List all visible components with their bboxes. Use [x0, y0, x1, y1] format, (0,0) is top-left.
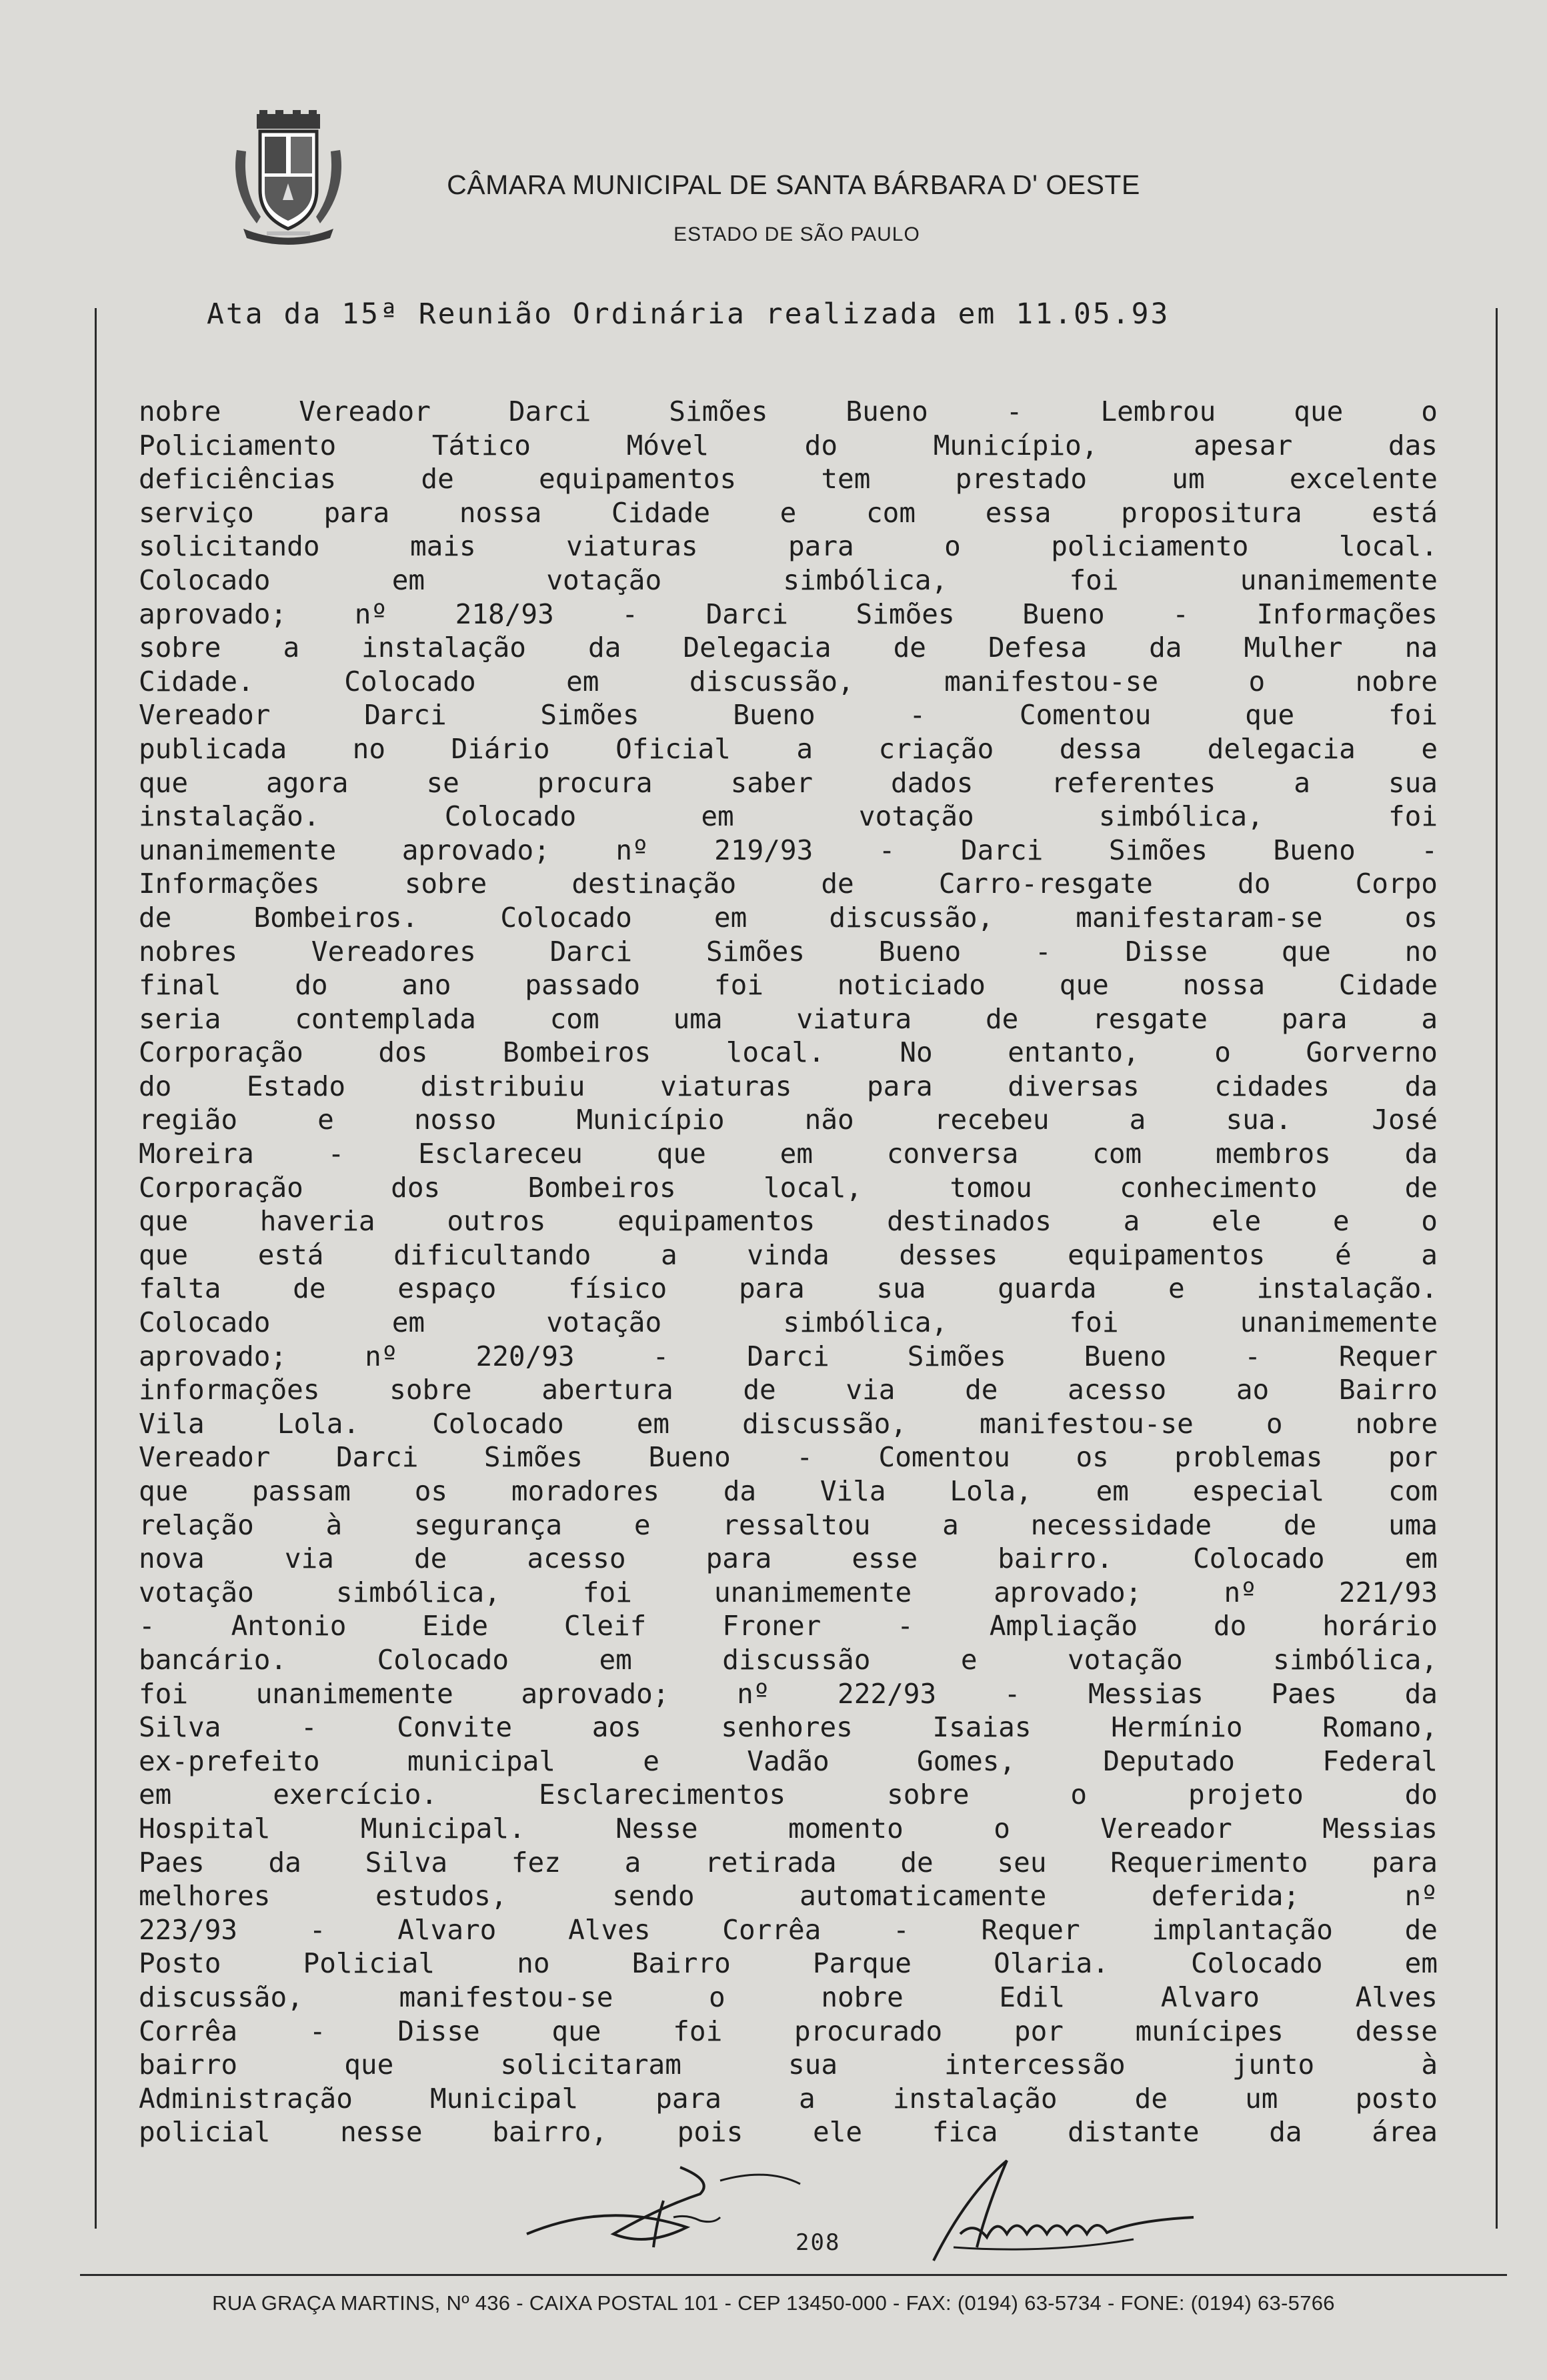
- minutes-line: nova via de acesso para esse bairro. Colocado em: [139, 1542, 1438, 1575]
- minutes-line: Paes da Silva fez a retirada de seu Requerimento para: [139, 1846, 1438, 1879]
- minutes-line: Administração Municipal para a instalação de um posto: [139, 2082, 1438, 2115]
- minutes-line: Corrêa - Disse que foi procurado por munícipes desse: [139, 2015, 1438, 2047]
- minutes-line: que agora se procura saber dados referentes a sua: [139, 766, 1438, 799]
- minutes-line: em exercício. Esclarecimentos sobre o projeto do: [139, 1778, 1438, 1811]
- minutes-line: bancário. Colocado em discussão e votação simbólica,: [139, 1643, 1438, 1676]
- minutes-line: - Antonio Eide Cleif Froner - Ampliação do horário: [139, 1610, 1438, 1642]
- minutes-body: [139, 395, 1438, 2149]
- chamber-name: CÂMARA MUNICIPAL DE SANTA BÁRBARA D' OESTE: [447, 169, 1140, 200]
- minutes-line: ex-prefeito municipal e Vadão Gomes, Deputado Federal: [139, 1744, 1438, 1777]
- minutes-line: seria contemplada com uma viatura de resgate para a: [139, 1002, 1438, 1035]
- footer-address: RUA GRAÇA MARTINS, Nº 436 - CAIXA POSTAL 101 - CEP 13450-000 - FAX: (0194) 63-5734 - FONE: (0194) 63-5766: [212, 2291, 1335, 2315]
- minutes-line: bairro que solicitaram sua intercessão junto à: [139, 2049, 1438, 2081]
- minutes-line: falta de espaço físico para sua guarda e instalação.: [139, 1272, 1438, 1305]
- minutes-line: Policiamento Tático Móvel do Município, apesar das: [139, 429, 1438, 461]
- minutes-line: melhores estudos, sendo automaticamente deferida; nº: [139, 1880, 1438, 1913]
- minutes-line: solicitando mais viaturas para o policiamento local.: [139, 530, 1438, 563]
- minutes-line: instalação. Colocado em votação simbólica, foi: [139, 800, 1438, 833]
- minutes-line: Vereador Darci Simões Bueno - Comentou os problemas por: [139, 1441, 1438, 1474]
- page-frame-left: [95, 308, 97, 2229]
- minutes-line: Silva - Convite aos senhores Isaias Hermínio Romano,: [139, 1711, 1438, 1744]
- minutes-line: relação à segurança e ressaltou a necessidade de uma: [139, 1508, 1438, 1541]
- page-frame-bottom: [80, 2274, 1507, 2276]
- minutes-line: de Bombeiros. Colocado em discussão, manifestaram-se os: [139, 901, 1438, 934]
- minutes-line: que está dificultando a vinda desses equipamentos é a: [139, 1238, 1438, 1271]
- minutes-line: Colocado em votação simbólica, foi unanimemente: [139, 1306, 1438, 1339]
- minutes-line: Posto Policial no Bairro Parque Olaria. Colocado em: [139, 1947, 1438, 1980]
- minutes-line: aprovado; nº 220/93 - Darci Simões Bueno - Requer: [139, 1340, 1438, 1372]
- signature-right: [914, 2154, 1227, 2267]
- state-name: ESTADO DE SÃO PAULO: [673, 223, 920, 245]
- minutes-line: nobre Vereador Darci Simões Bueno - Lembrou que o: [139, 395, 1438, 427]
- minutes-line: sobre a instalação da Delegacia de Defesa da Mulher na: [139, 632, 1438, 664]
- minutes-line: serviço para nossa Cidade e com essa propositura está: [139, 496, 1438, 529]
- minutes-line: aprovado; nº 218/93 - Darci Simões Bueno - Informações: [139, 598, 1438, 630]
- minutes-title: Ata da 15ª Reunião Ordinária realizada em 11.05.93: [207, 297, 1170, 331]
- minutes-line: discussão, manifestou-se o nobre Edil Alvaro Alves: [139, 1981, 1438, 2013]
- minutes-line: unanimemente aprovado; nº 219/93 - Darci Simões Bueno -: [139, 834, 1438, 866]
- minutes-line: final do ano passado foi noticiado que nossa Cidade: [139, 969, 1438, 1002]
- minutes-line: Hospital Municipal. Nesse momento o Vereador Messias: [139, 1812, 1438, 1845]
- page-frame-right: [1496, 308, 1498, 2229]
- minutes-line: Corporação dos Bombeiros local. No entanto, o Gorverno: [139, 1036, 1438, 1069]
- minutes-line: região e nosso Município não recebeu a sua. José: [139, 1104, 1438, 1136]
- minutes-line: policial nesse bairro, pois ele fica distante da área: [139, 2116, 1438, 2149]
- minutes-line: deficiências de equipamentos tem prestado um excelente: [139, 463, 1438, 495]
- minutes-line: 223/93 - Alvaro Alves Corrêa - Requer implantação de: [139, 1913, 1438, 1946]
- minutes-line: Informações sobre destinação de Carro-resgate do Corpo: [139, 868, 1438, 900]
- minutes-line: Vila Lola. Colocado em discussão, manifestou-se o nobre: [139, 1407, 1438, 1440]
- minutes-line: que passam os moradores da Vila Lola, em especial com: [139, 1475, 1438, 1507]
- minutes-line: informações sobre abertura de via de acesso ao Bairro: [139, 1374, 1438, 1406]
- minutes-line: Cidade. Colocado em discussão, manifestou-se o nobre: [139, 665, 1438, 698]
- minutes-line: Moreira - Esclareceu que em conversa com membros da: [139, 1138, 1438, 1170]
- minutes-line: Colocado em votação simbólica, foi unanimemente: [139, 563, 1438, 596]
- minutes-line: nobres Vereadores Darci Simões Bueno - Disse que no: [139, 935, 1438, 968]
- page-number: 208: [796, 2229, 841, 2256]
- minutes-line: do Estado distribuiu viaturas para diversas cidades da: [139, 1070, 1438, 1102]
- minutes-line: votação simbólica, foi unanimemente aprovado; nº 221/93: [139, 1576, 1438, 1608]
- minutes-line: Vereador Darci Simões Bueno - Comentou que foi: [139, 699, 1438, 732]
- minutes-line: Corporação dos Bombeiros local, tomou conhecimento de: [139, 1171, 1438, 1204]
- minutes-line: que haveria outros equipamentos destinados a ele e o: [139, 1205, 1438, 1238]
- minutes-line: publicada no Diário Oficial a criação dessa delegacia e: [139, 732, 1438, 765]
- minutes-line: foi unanimemente aprovado; nº 222/93 - Messias Paes da: [139, 1677, 1438, 1710]
